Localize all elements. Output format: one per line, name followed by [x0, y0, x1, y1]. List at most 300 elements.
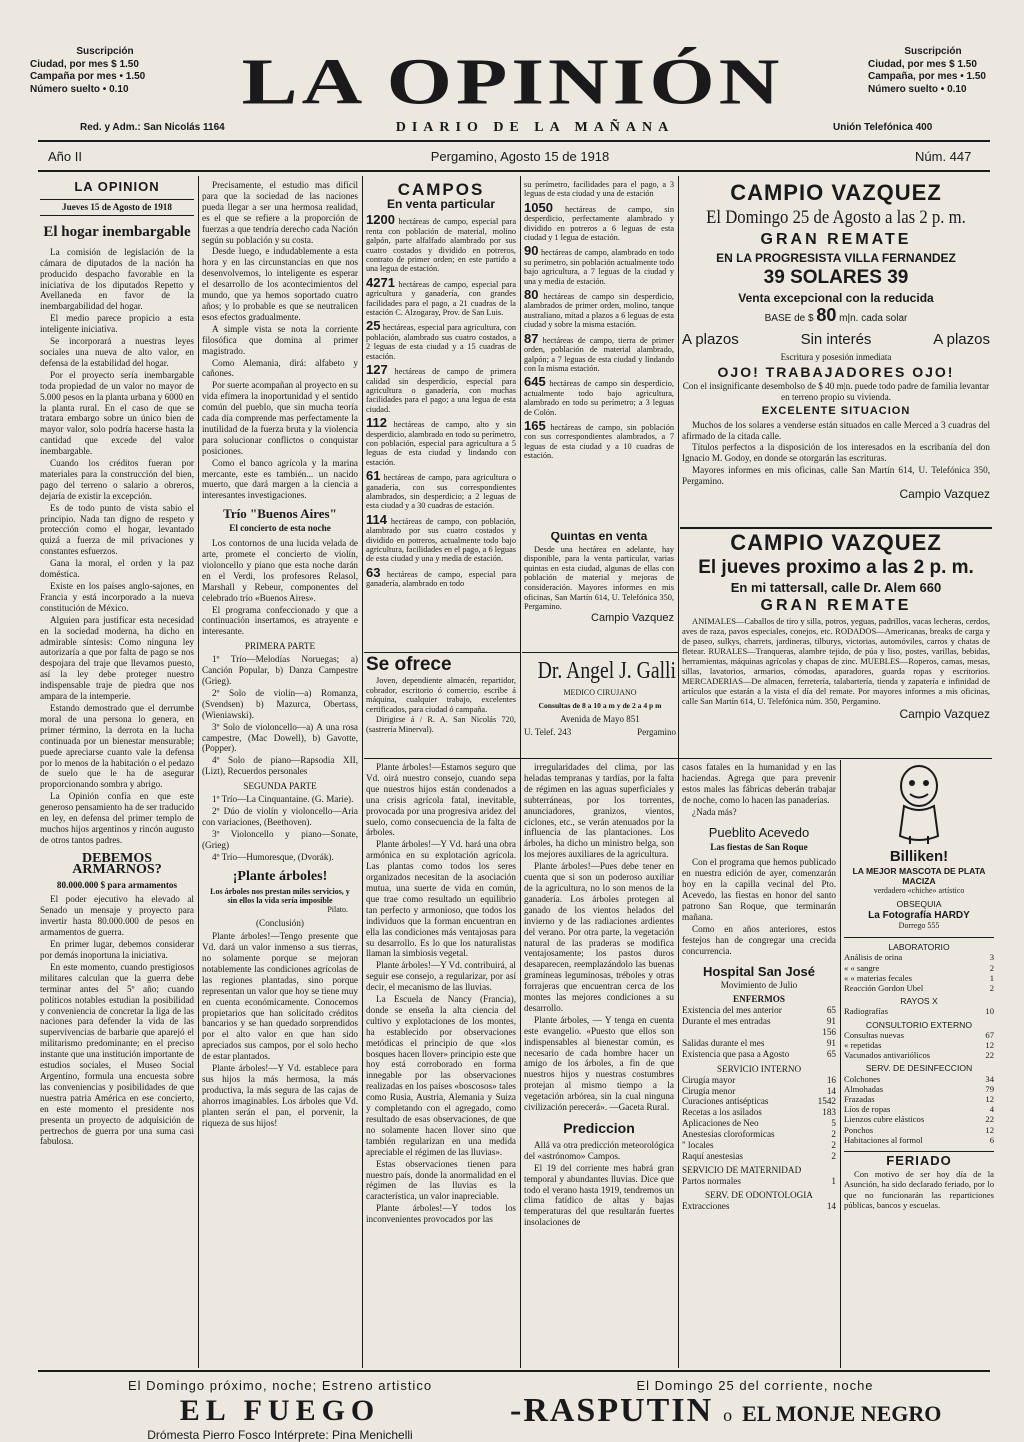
note: (Conclusión): [256, 918, 304, 929]
row-value: 3: [989, 952, 994, 963]
row-label: « « materias fecales: [844, 972, 912, 983]
column-rule: [678, 176, 679, 1368]
table-row: [844, 1040, 994, 1050]
table-row: [682, 1140, 836, 1151]
table-heading: CONSULTORIO EXTERNO: [865, 1019, 973, 1030]
listing-text: hectáreas de campo, especial para ganadería, alambrado en todo: [366, 569, 516, 589]
ad-text: Desde una hectárea en adelante, hay disponible, para la venta particular, varias quintas en esta ciudad, algunas de ellas con población de material y mejoras de consideración. Mayores informes en mis oficinas, San Martín 614, U. Telefónica 350, Pergamino.: [524, 544, 674, 612]
row-label: Colchones: [844, 1073, 881, 1084]
column-rule: [362, 176, 363, 1368]
rule: [38, 140, 990, 142]
table-row: [844, 1074, 994, 1084]
row-value: 67: [985, 1029, 994, 1040]
program-item: 1º Trío—La Cinquantaine. (G. Marie).: [212, 794, 354, 805]
ad-title: Quintas en venta: [550, 532, 648, 543]
paragraph: Desde luego, e indudablemente a esta hora y en las circunstancias en que nos desenvolvemos, lo inteligente es esperar el desarrollo de los acontecimientos del mundo, que ya hemos soportado cuatro años; y lo probable es que se neutralicen esos efectos gradualmente.: [202, 246, 358, 322]
subscription-right: [868, 46, 998, 96]
table-row: [682, 1201, 836, 1212]
row-label: Partos normales: [682, 1175, 741, 1186]
paragraph: Plante árboles!—Y todos los inconvenientes provocados por las: [366, 1203, 516, 1225]
row-value: 22: [985, 1050, 994, 1061]
issue-number: Núm. 447: [915, 149, 972, 164]
row-label: Reacción Gordon Ubel: [844, 983, 924, 994]
ad-title: Billiken!: [889, 848, 949, 865]
listing-number: 127: [366, 362, 388, 378]
row-value: 79: [985, 1083, 994, 1094]
ad-text: Joven, dependiente almacén, repartidor, cobrador, escritorio ó comercio, escribe á máquina, cualquier trabajo, excelentes certificados, para ciudad ó campaña.: [366, 676, 516, 714]
paragraph: Allá va otra predicción meteorológica del «astrónomo» Campos.: [524, 1139, 674, 1161]
ad-line: OBSEQUIA: [896, 898, 942, 909]
row-label: Salidas durante el mes: [682, 1037, 765, 1048]
listing: [366, 468, 516, 511]
paragraph: casos fatales en la humanidad y en las haciendas. Agrega que para prevenir estos males las fábricas deberán trabajar de noche, como lo hacen las panaderías.: [682, 762, 836, 805]
se-ofrece-ad: [366, 654, 516, 756]
listing-number: 61: [366, 468, 381, 484]
row-label: Habitaciones al formol: [844, 1134, 923, 1145]
listing-text: hectáreas de campo, especial para renta con población de material, molino galpón, parte alfalfado alambrado por sus cuatro costados y dividido en potreros, contrato de primer orden; en este partido a una legua de estación.: [366, 217, 516, 274]
ad-text: Mayores informes en mis oficinas, calle San Martín 614, U. Telefónica 350, Pergamino.: [682, 465, 990, 487]
table-row: [844, 1114, 994, 1124]
ad-title: CAMPIO VAZQUEZ: [730, 180, 942, 205]
epigraph: Los árboles nos prestan miles servicios, y sin ellos la vida sería imposible: [210, 887, 350, 906]
cinema-ad-left-credits: Drómesta Pierro Fosco Intérprete: Pina Menichelli: [147, 1428, 413, 1442]
ad-line: Dorrego 555: [898, 921, 940, 931]
subscription-row: Campaña por mes • 1.50: [30, 71, 146, 82]
subscription-left: [30, 46, 180, 96]
rule: [522, 652, 678, 653]
listing-number: 90: [524, 243, 539, 259]
table-row: [682, 1049, 836, 1060]
signature: Campio Vazquez: [899, 707, 990, 721]
program-part: SEGUNDA PARTE: [243, 781, 317, 792]
row-label: Extracciones: [682, 1200, 730, 1211]
cinema-ad-left-date: El Domingo próximo, noche; Estreno artistico: [127, 1378, 433, 1393]
paragraph: El poder ejecutivo ha elevado al Senado un mensaje y proyecto para invertir hasta 80.000.000 de pesos en armamentos de guerra.: [40, 894, 194, 938]
row-label: Raquí anestesias: [682, 1151, 743, 1161]
rule: [38, 170, 990, 172]
row-value: 2: [831, 1129, 836, 1140]
ad-line: OJO! TRABAJADORES OJO!: [717, 363, 955, 380]
table-row: [682, 1005, 836, 1016]
listing: [524, 374, 674, 417]
rule: [680, 527, 992, 529]
paragraph: Como el banco agrícola y la marina mercante, este es también... un nacido muerto, que dará margen a la ciencia a interesantes investigaciones.: [202, 457, 358, 501]
base-unit: m|n. cada solar: [839, 313, 908, 324]
rule: [364, 758, 992, 759]
table-row: [844, 1050, 994, 1060]
table-row: [844, 952, 994, 962]
row-label: Cirugía menor: [682, 1085, 736, 1096]
row-value: 4: [989, 1104, 994, 1115]
row-label: Líos de ropas: [844, 1104, 891, 1115]
doctor-city: Pergamino: [637, 726, 676, 737]
ad-text: Muchos de los solares a venderse están situados en calle Merced a 3 cuadras del afirmado de la citada calle.: [682, 419, 990, 441]
paragraph: Precisamente, el estudio mas difícil para que la sociedad de las naciones pueda llegar a ser una hermosa realidad, es el que se refiere a la proporción de fuerzas a que tendría derecho cada Nación según su población y su costa.: [202, 180, 358, 245]
row-label: Análisis de orina: [844, 952, 903, 963]
row-value: 12: [985, 1040, 994, 1051]
listing-number: 645: [524, 374, 546, 390]
headline: Hospital San José: [703, 963, 815, 979]
listing: [524, 287, 674, 330]
term: A plazos: [933, 331, 990, 348]
program-item: 1º Trío—Melodías Noruegas; a) Canción Popular, b) Danza Campestre (Grieg).: [202, 654, 358, 686]
paragraph: Plante árboles!—Y Vd. hará una obra armónica en su explotación agrícola. Las plantas como todos los seres organizados necesitan de la asociación mutua, una suerte de vida en común, que trae como resultado un equilibrio tan perfecto y armonioso, que todos los individuos que la forman encuentran en ella las condiciones más ventajosas para su desarrollo. Es lo que los naturalistas llaman la simbiosis vegetal.: [366, 839, 516, 959]
table-heading: SERV. DE DESINFECCION: [865, 1063, 973, 1074]
address: Red. y Adm.: San Nicolás 1164: [80, 122, 225, 133]
program-part: PRIMERA PARTE: [244, 641, 316, 652]
row-value: 12: [985, 1124, 994, 1135]
table-row: [682, 1038, 836, 1049]
column-rule: [840, 760, 841, 1368]
doctor-hours: Consultas de 8 a 10 a m y de 2 a 4 p m: [538, 700, 662, 710]
listing: [366, 212, 516, 274]
row-label: « « sangre: [844, 962, 880, 973]
ad-address: Dirigirse á / R. A. San Nicolás 720, (sastrería Minerval).: [366, 715, 516, 734]
table-heading: RAYOS X: [900, 996, 938, 1007]
table-row: [682, 1107, 836, 1118]
paragraph: La Escuela de Nancy (Francia), donde se enseña la alta ciencia del cultivo y explotaciones de los montes, ha establecido por observaciones metódicas el principio de que «los bosques hacen llover» principio este que hoy está corroborado en forma innegable por las observaciones realizadas en los países «boscosos» tales como Rusia, Austria, Alemania y Suiza y completando con el agregado, como resultado de esas observaciones, de que no solamente hacen llover sino que también regularizan en una medida apreciable el régimen de las lluvias».: [366, 994, 516, 1157]
row-value: 1: [831, 1175, 836, 1186]
ad-title: CAMPIO VAZQUEZ: [730, 530, 942, 555]
paragraph: Se incorporará a nuestras leyes sociales una nueva de alto valor, en defensa de la estabilidad del hogar.: [40, 336, 194, 368]
doctor-name: Dr. Angel J. Galli: [537, 658, 676, 684]
listing-text: hectáreas de campo, sin desperdicio, perfectamente alambrado y dividido en potreros a 6 leguas de esta ciudad y 1 legua de estación.: [524, 204, 674, 243]
row-value: 91: [826, 1016, 836, 1027]
epigraph-author: Pilato.: [327, 905, 348, 915]
row-value: 91: [826, 1037, 836, 1048]
row-value: 34: [985, 1073, 994, 1084]
row-label: Ponchos: [844, 1124, 874, 1135]
table-row: [844, 983, 994, 993]
table-row: [682, 1176, 836, 1187]
listing-text: hectáreas de campo, especial para agricultura y ganadería, con grandes facilidades para el pago, a 21 cuadras de la estación C. Alzogaray, Prov. de San Luis.: [366, 279, 516, 318]
paragraph: Plante árboles!—Y Vd. establece para sus hijos la más hermosa, la más productiva, la más segura de las cajas de ahorros imaginables. Los árboles que Vd. planten serán el pan, el porvenir, la riqueza de sus hijos!: [202, 1063, 358, 1128]
table-row: [844, 1030, 994, 1040]
listing-number: 112: [366, 415, 387, 431]
table-row: [682, 1129, 836, 1140]
listing: [366, 564, 516, 589]
year: Año II: [48, 149, 82, 164]
row-label: Curaciones antisépticas: [682, 1096, 769, 1107]
row-value: 6: [989, 1134, 994, 1145]
row-value: 10: [985, 1006, 994, 1017]
cinema-ad-right-title: [510, 1392, 990, 1436]
row-label: Lienzos cubre elásticos: [844, 1114, 925, 1125]
listing-number: 165: [524, 417, 546, 433]
term: Sin interés: [800, 331, 872, 348]
paragraph: Los contornos de una lucida velada de arte, promete el concierto de violín, violoncello y piano que esta noche darán en el Verdi, los profesores Relasol, Marshall y Rebeur, componentes del celebrado trío «Buenos Aires».: [202, 538, 358, 603]
row-value: 14: [826, 1200, 836, 1211]
listing-number: 114: [366, 511, 387, 527]
program-item: 4º Solo de piano—Rapsodia XII, (Lizt), Recuerdos personales: [202, 755, 358, 777]
table-row: [844, 973, 994, 983]
table-row: [844, 1125, 994, 1135]
paragraph: Como en años anteriores, estos festejos han de congregar una crecida concurrencia.: [682, 923, 836, 956]
rule: [38, 1370, 990, 1372]
table-row: [844, 1084, 994, 1094]
paragraph: Por suerte acompañan al proyecto en su vida efímera la inoportunidad y el sentido común del pueblo, que sin mucha teoría cada día comprende mas perfectamente la inutilidad de la fuerza bruta y la violencia para solucionar conflictos o conquistar posiciones.: [202, 380, 358, 456]
paragraph: La comisión de legislación de la cámara de diputados de la nación ha producido despacho favorable en la iniciativa de los diputados Repetto y Avellaneda en favor de la inembargabilidad del hogar.: [40, 246, 194, 312]
ad-line: La Fotografía HARDY: [868, 909, 970, 921]
row-value: 156: [822, 1027, 836, 1038]
paragraph: Es de todo punto de vista sabio el principio. Nada tan digno de respeto y protección como el hogar, levantado quizá a fuerza de mil privaciones y constantes esfuerzos.: [40, 502, 194, 557]
billiken-figure: [890, 764, 948, 846]
ad-line: LA MEJOR MASCOTA DE PLATA MACIZA: [852, 866, 986, 887]
auction-date: El jueves proximo a las 2 p. m.: [698, 557, 974, 578]
listing-text: hectáreas de campo, sin población con sus correspondientes alambrados, a 7 leguas de esta ciudad y a 10 cuadras de estación.: [524, 422, 674, 461]
listing-number: 87: [524, 330, 539, 346]
listing-text: hectáreas de campo, para agricultura o ganadería, con sus correspondientes alambrados, sin desperdicio; a 2 leguas de esta ciudad y a 30 cuadras de estación.: [366, 473, 516, 511]
subscription-heading: Suscripción: [904, 46, 962, 57]
column-rule: [520, 176, 521, 1368]
auction-place: EN LA PROGRESISTA VILLA FERNANDEZ: [716, 251, 956, 265]
quintas-ad: [524, 532, 674, 650]
paragraph: Con el programa que hemos publicado en nuestra edición de ayer, comenzarán hoy en la capilla vecinal del Pto. Acevedo, las fiestas en honor del santo patrono San Roque, que terminarán mañana.: [682, 857, 836, 922]
lot-count: 39 SOLARES 39: [763, 267, 909, 288]
headline: FERIADO: [886, 1153, 952, 1169]
table-row: [682, 1096, 836, 1107]
doctor-title: MEDICO CIRUJANO: [563, 688, 637, 697]
newspaper-title: LA OPINIÓN: [241, 45, 784, 119]
subscription-row: Número suelto • 0.10: [868, 83, 967, 95]
row-value: 22: [985, 1114, 994, 1125]
lead: 80.000.000 $ para armamentos: [56, 879, 178, 890]
column-4-lower: [524, 762, 674, 1368]
subscription-heading: Suscripción: [76, 46, 134, 57]
paragraph: El 19 del corriente mes habrá gran temporal y abundantes lluvias. Dice que todo el verano hasta 1919, tendremos un clima fatídico de altas y bajas temperaturas del que resultarán fuertes insolaciones de: [524, 1162, 674, 1228]
table-row: [844, 1104, 994, 1114]
auction-type: GRAN REMATE: [760, 597, 912, 614]
paragraph: Alguien para justificar esta necesidad en la sociedad moderna, ha dicho en admirable síntesis: Como ninguna ley autorizaría a que por falta de pago se nos despojara del traje que llevamos puesto, así la ley debe proteger nuestro indispensable traje de piedra que nos ampara de la intemperie.: [40, 614, 194, 702]
listing-text: hectáreas de campo de primera calidad sin desperdicio, especial para agricultura o ganadería, con muchas facilidades para el pago; a una legua de esta ciudad.: [366, 367, 516, 414]
listing-continued: su perímetro, facilidades para el pago, a 3 leguas de esta ciudad y una de estación: [524, 180, 674, 199]
paragraph: Cuando los créditos fueran por materiales para la construcción del bien, pago del terreno o salario a obreros, dejaría de existir la excepción.: [40, 458, 194, 501]
table-row: [682, 1151, 836, 1162]
row-label: Almohadas: [844, 1083, 884, 1094]
column-5-lower: [682, 762, 836, 1368]
listing-text: hectáreas de campo, alto y sin desperdicio, alambrado en todo su perímetro, con población, especial para agricultura a 5 leguas de esta ciudad y lindando con estación.: [366, 420, 516, 467]
ad-text: Con el insignificante desembolso de $ 40 m|n. puede todo padre de familia levantar en terreno propio su vivienda.: [682, 380, 990, 402]
listing-text: hectáreas de campo, con población, alambrado por sus cuatro costados y dividido en potreros, actualmente todo bajo agricultura, facilidades en el pago, a 6 leguas de esta ciudad y una y media de estación.: [366, 516, 516, 564]
table-row: [844, 1006, 994, 1016]
paragraph: Estando demostrado que el derrumbe moral de una persona lo genera, en primer término, la derrota en la lucha continuada por un bienestar mensurable; puede apreciarse cuanto vale la defensa por lo menos de la habitación o el pedazo de suelo que le ha de asegurar proporcionando sombra y abrigo.: [40, 702, 194, 790]
row-label: Existencia que pasa a Agosto: [682, 1048, 790, 1059]
row-value: 12: [985, 1094, 994, 1105]
base-label: BASE de $: [764, 313, 814, 324]
row-value: 65: [826, 1005, 836, 1016]
row-label: Cirugía mayor: [682, 1074, 736, 1085]
listing-number: 80: [524, 287, 539, 303]
listing: [524, 330, 674, 374]
paragraph: irregularidades del clima, por las heladas tempranas y tardías, por la falta de régimen en las aguas superficiales y subterráneas, por los torrentes, anunciadores, granizos, vientos, ciclones, etc., se verán atenuados por la influencia de las plantaciones. Los árboles, ha dicho un ministro belga, son los mejores auxiliares de la agricultura.: [524, 762, 674, 860]
paragraph: Por el proyecto sería inembargable toda propiedad de un valor no mayor de 5.000 pesos en la planta urbana y 6000 en la planta rural. En el caso de que se tratara embargo sobre un único bien de mayor valor, solo podría hacerse hasta la cantidad que excede del valor inembargable.: [40, 369, 194, 457]
paragraph: A simple vista se nota la corriente filosófica que domina al primer magistrado.: [202, 323, 358, 356]
payment-terms: [682, 330, 990, 350]
newspaper-subtitle: DIARIO DE LA MAÑANA: [395, 120, 675, 135]
rule: [364, 652, 520, 653]
listing-number: 1200: [366, 212, 395, 228]
paragraph: El medio parece propicio a esta inteligente iniciativa.: [40, 313, 194, 335]
paragraph: Gana la moral, el orden y la paz doméstica.: [40, 558, 194, 580]
table-heading: SERVICIO INTERNO: [716, 1063, 802, 1074]
listing: [524, 243, 674, 286]
row-value: 16: [826, 1074, 836, 1085]
subheadline: Las fiestas de San Roque: [710, 842, 808, 853]
column-3-lower: [366, 762, 516, 1368]
subscription-row: Ciudad, por mes $ 1.50: [868, 58, 977, 70]
film-title: -RASPUTIN: [510, 1392, 714, 1429]
column-1: [40, 178, 194, 1368]
listing: [366, 362, 516, 414]
paragraph: La Opinión confía en que este generoso pensamiento ha de ser traducido en ley, en defensa del primer templo de muchos hijos argentinos y rincón augusto de otros tantos padres.: [40, 791, 194, 845]
listing: [524, 199, 674, 243]
ad-title: Se ofrece: [366, 654, 452, 675]
doctor-footer: [524, 727, 676, 738]
doctor-phone: U. Telef. 243: [524, 726, 572, 737]
table-heading: LABORATORIO: [888, 942, 950, 953]
table-row: [844, 1094, 994, 1104]
film-subtitle: EL MONJE NEGRO: [742, 1401, 942, 1426]
headline: El hogar inembargable: [43, 223, 191, 240]
paragraph: Estas observaciones tienen para nuestro país, donde la anormalidad en el régimen de las lluvias es la característica, un valor inapreciable.: [366, 1158, 516, 1202]
headline: Trío "Buenos Aires": [223, 506, 337, 522]
listing-text: hectáreas de campo sin desperdicio, alambrados de primer orden, molino, tanque australiano, mitad a plazos a 6 leguas de esta ciudad y sobre la misma estación.: [524, 292, 674, 330]
ad-title: CAMPOS: [397, 180, 485, 199]
subscription-row: Campaña, por mes • 1.50: [868, 71, 986, 82]
program-item: 2º Dúo de violín y violoncello—Aria con variaciones, (Beethoven).: [202, 805, 358, 827]
row-value: 65: [826, 1048, 836, 1059]
headline: DEBEMOS ARMARNOS?: [72, 850, 162, 877]
cinema-ad-left-title: EL FUEGO: [179, 1394, 381, 1427]
row-value: 1542: [817, 1096, 836, 1107]
subheadline: Movimiento de Julio: [720, 980, 798, 991]
row-label: Frazadas: [844, 1094, 875, 1105]
column-4-campos: [524, 180, 674, 530]
row-label: Vacunados antivariólicos: [844, 1050, 931, 1061]
row-label: Radiografías: [844, 1006, 888, 1017]
paragraph: Plante árboles!—Pues debe tener en cuenta que si son un poderoso auxiliar de la agricultura, no lo son menos de la ganadería. Los árboles protegen al ganado de los vientos helados del invierno y de las radiaciones ardientes del verano. Por otra parte, la vegetación natural de las praderas se modifica ventajosamente; los pastos duros desaparecen, reemplazándolo las buenas gramíneas leguminosas, tréboles y otras forrajeras que encuentran cerca de los montes las mejores condiciones a su desarrollo.: [524, 861, 674, 1013]
base-number: 80: [816, 305, 837, 325]
section-title: LA OPINION: [74, 179, 160, 194]
listing-number: 25: [366, 318, 381, 334]
listing-number: 1050: [524, 199, 553, 215]
paragraph: Con motivo de ser hoy día de la Asunción, ha sido declarado feriado, por lo que no funcionarán las reparticiones públicas, bancos y escuelas.: [844, 1169, 994, 1210]
row-label: Durante el mes entradas: [682, 1016, 771, 1027]
listing-number: 4271: [366, 274, 395, 290]
table-row: [844, 963, 994, 973]
table-heading: SERV. DE ODONTOLOGIA: [705, 1189, 813, 1200]
listing-text: hectáreas de campo sin desperdicio, actualmente todo bajo agricultura, alambrado en todo su perímetro; a 3 leguas de Colón.: [524, 379, 674, 417]
column-6-lower: [844, 762, 994, 1368]
row-label: Consultas nuevas: [844, 1029, 904, 1040]
paragraph: ¿Nada más?: [692, 806, 737, 817]
paragraph: Existe en los países anglo-sajones, en Francia y está incorporado a la nueva constitución de México.: [40, 581, 194, 613]
row-label: Recetas a los asilados: [682, 1107, 762, 1118]
listing: [366, 511, 516, 564]
listing-text: hectáreas de campo, tierra de primer orden, población de material alambrado, galpón; a 7 leguas de esta ciudad y lindando con la misma estación.: [524, 335, 674, 373]
auction-ad-2: [682, 530, 990, 756]
table-row: [844, 1135, 994, 1145]
row-value: 2: [831, 1151, 836, 1161]
ad-line: Venta excepcional con la reducida: [738, 291, 934, 305]
paragraph: Plante árboles!—Y Vd. contribuirá, al seguir ese consejo, a regularizar, por así decir, el mecanismo de las lluvias.: [366, 960, 516, 993]
paragraph: Plante árboles!—Tengo presente que Vd. dará un valor inmenso a sus tierras, no solamente porque se mejoran notablemente las condiciones agrícolas de las regiones plantadas, sino porque representan un valor que hoy se tiene muy en cuenta económicamente. Conocemos propietarios que han solicitado créditos bancarios y se han quedado sorprendidos por el alto valor en que han sido apreciados sus campos, por el solo hecho de estar plantados.: [202, 931, 358, 1062]
row-value: 5: [831, 1118, 836, 1129]
ad-line: EXCELENTE SITUACION: [761, 404, 911, 417]
table-row: [682, 1016, 836, 1027]
row-value: 1: [989, 972, 994, 983]
billiken-figure-icon: [844, 762, 994, 848]
row-value: 14: [826, 1085, 836, 1096]
column-3-campos: [366, 180, 516, 650]
paragraph: Plante árboles, — Y tenga en cuenta este evangelio. «Puesto que ellos son indispensables al bienestar común, es necesario de cada hombre hacer un amigo de los árboles, a fin de que nuestros hijos y nuestras costumbres protejan al mismo tiempo a la vegetación arbórea, sin la cual ninguna civilización perecerá». —Gaceta Rural.: [524, 1014, 674, 1113]
doctor-ad: [524, 656, 676, 756]
program-item: 4º Trío—Humoresque, (Dvorák).: [212, 851, 334, 862]
base-price: [682, 306, 990, 328]
signature: Campio Vazquez: [591, 611, 674, 624]
row-label: Aplicaciones de Neo: [682, 1118, 759, 1129]
listing: [366, 415, 516, 467]
listing: [366, 318, 516, 361]
row-label: Anestesias cloroformicas: [682, 1129, 775, 1140]
listing-number: 63: [366, 564, 381, 580]
signature: Campio Vazquez: [899, 487, 990, 502]
paragraph: Como Alemania, dirá: alfabeto y cañones.: [202, 357, 358, 379]
term: A plazos: [682, 331, 739, 348]
table-row: [682, 1075, 836, 1086]
paragraph: En este momento, cuando prestigiosos militares calculan que la guerra debe terminar antes del 5º año; cuando políticos notables estudian la posibilidad y conveniencia de concretar la liga de las naciones para defender la vida de las supervivencias de barbarie que aparejó el militarismo predominante; en el preciso instante que una institución importante de estudios sociales, el Museo Social Argentino, formula una encuesta sobre las conveniencias y posibilidades de que nuestra patria América en ese concierto, en este momento el presidente nos presenta un proyecto de adquisición de pertrechos de guerra por una suma casi fabulosa.: [40, 961, 194, 1147]
column-rule: [198, 176, 199, 1368]
ad-line: verdadero «chiche» artístico: [873, 886, 965, 896]
table-heading: ENFERMOS: [732, 994, 786, 1005]
row-label: " locales: [682, 1140, 714, 1151]
row-value: 2: [831, 1140, 836, 1151]
row-label: Existencia del mes anterior: [682, 1005, 782, 1016]
row-value: 2: [989, 962, 994, 973]
headline: ¡Plante árboles!: [232, 869, 328, 885]
listing-text: hectáreas de campo, alambrado en todo su perímetro, sin población actualmente todo bajo agricultura, a 7 leguas de la ciudad y una y media de estación.: [524, 248, 674, 286]
table-row: [682, 1027, 836, 1038]
column-2: [202, 180, 358, 1368]
auction-ad-1: [682, 180, 990, 526]
subscription-row: Ciudad, por mes $ 1.50: [30, 58, 139, 70]
doctor-address: Avenida de Mayo 851: [560, 713, 640, 724]
listing: [366, 274, 516, 318]
program-item: 3º Solo de violoncello—a) A una rosa campestre, (Mac Dowell), b) Gavotte, (Popper).: [202, 721, 358, 754]
headline: Pueblito Acevedo: [708, 824, 810, 840]
listing: [524, 417, 674, 461]
listing-text: hectáreas, especial para agricultura, con población, alambrado sus cuatro costados, a 2 leguas de esta ciudad y a 15 cuadras de estación.: [366, 323, 516, 361]
row-value: 183: [822, 1107, 836, 1118]
ad-text: ANIMALES—Caballos de tiro y silla, potros, yeguas, padrillos, vacas lecheras, cerdos, aves de raza, pavos especiales, conejos, etc. RODADOS—Americanas, breaks de carga y de paseo, sulkys, charrets, jardineras, tilburys, victorias, automóviles, carros y chatas de fletear. RURALES—Tranqueras, alambre tejido, de púa y liso, postes, varillas, bebidas, herramientas, máquinas agrícolas y chapas de zinc. MUEBLES—Roperos, camas, mesas, sillas, lavatorios, armarios, cómodas, aparadores, guarda ropas y escritorios. MERCADERIAS—De almacen, ferretería, talabartería, tienda y zapatería e infinidad de artículos que estarán a la vista el día del remate. Por mayores informes a mis oficinas, calle San Martín 614, U. Telefónica núm. 350, Pergamino.: [682, 616, 990, 706]
ad-line: Escritura y posesión inmediata: [780, 352, 892, 362]
cinema-ad-right-date: El Domingo 25 del corriente, noche: [636, 1378, 874, 1393]
film-title-connector: o: [723, 1405, 733, 1425]
paragraph: En primer lugar, debemos considerar por demás inoportuna la iniciativa.: [40, 939, 194, 960]
paragraph: El programa confeccionado y que a continuación insertamos, es atrayente e interesante.: [202, 604, 358, 637]
subscription-row: Número suelto • 0.10: [30, 83, 129, 95]
program-item: 3º Violoncello y piano—Sonate, (Grieg): [202, 828, 358, 850]
row-label: « repetidas: [844, 1040, 882, 1051]
auction-type: GRAN REMATE: [760, 231, 912, 248]
paragraph: Plante árboles!—Estamos seguro que Vd. oirá nuestro consejo, cuando sepa que nuestros hijos están condenados a una crisis agrícola fatal, inevitable, provocada por una progresiva aridez del suelo, como consecuencia de la falta de árboles.: [366, 762, 516, 838]
row-value: 2: [989, 983, 994, 994]
ad-subtitle: En venta particular: [386, 197, 496, 211]
auction-place: En mi tattersall, calle Dr. Alem 660: [730, 580, 942, 595]
ad-text: Títulos perfectos a la disposición de los interesados en la escribanía del don Ignacio M. Godoy, en donde se otorgarán las escrituras.: [682, 442, 990, 464]
table-row: [682, 1086, 836, 1097]
auction-date: El Domingo 25 de Agosto a las 2 p. m.: [706, 207, 966, 228]
